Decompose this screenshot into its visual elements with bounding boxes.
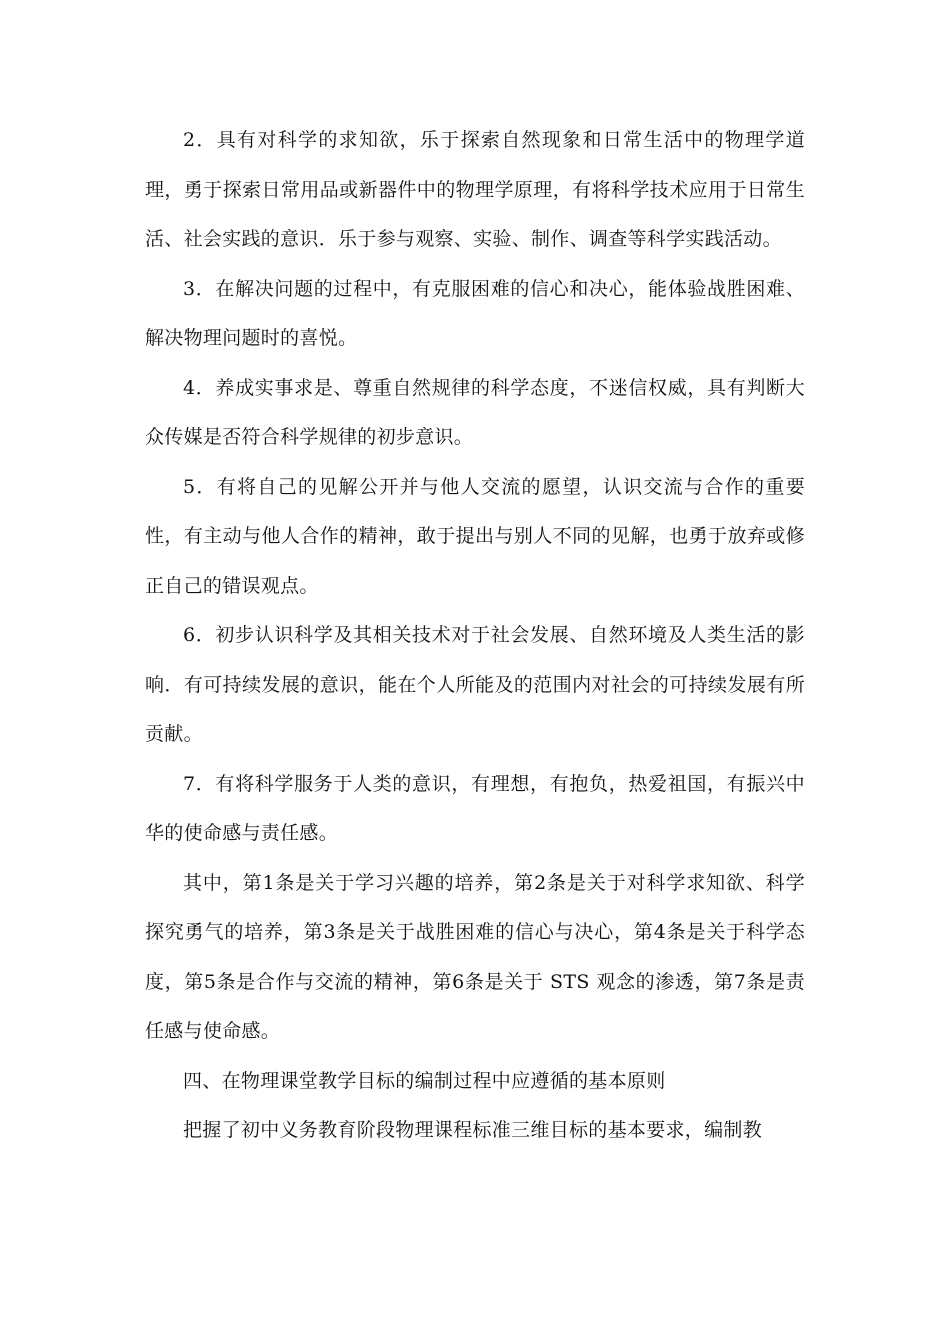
paragraph-summary: 其中，第1条是关于学习兴趣的培养，第2条是关于对科学求知欲、科学探究勇气的培养，第3条是关于战胜困难的信心与决心，第4条是关于科学态度，第5条是合作与交流的精神，第6条是关于 STS 观念的渗透，第7条是责任感与使命感。 <box>145 871 805 1042</box>
paragraph-item-5: 5．有将自己的见解公开并与他人交流的愿望，认识交流与合作的重要性，有主动与他人合作的精神，敢于提出与别人不同的见解，也勇于放弃或修正自己的错误观点。 <box>145 475 805 597</box>
paragraph-item-7: 7．有将科学服务于人类的意识，有理想，有抱负，热爱祖国，有振兴中华的使命感与责任感。 <box>145 772 805 844</box>
paragraph-continuation: 把握了初中义务教育阶段物理课程标准三维目标的基本要求，编制教 <box>183 1119 763 1141</box>
paragraph-item-2: 2．具有对科学的求知欲，乐于探索自然现象和日常生活中的物理学道理，勇于探索日常用品或新器件中的物理学原理，有将科学技术应用于日常生活、社会实践的意识．乐于参与观察、实验、制作、调查等科学实践活动。 <box>145 129 805 250</box>
section-heading: 四、在物理课堂教学目标的编制过程中应遵循的基本原则 <box>183 1069 666 1092</box>
paragraph-item-3: 3．在解决问题的过程中，有克服困难的信心和决心，能体验战胜困难、解决物理问题时的喜悦。 <box>145 277 805 349</box>
paragraph-item-6: 6．初步认识科学及其相关技术对于社会发展、自然环境及人类生活的影响．有可持续发展的意识，能在个人所能及的范围内对社会的可持续发展有所贡献。 <box>145 624 805 745</box>
paragraph-item-4: 4．养成实事求是、尊重自然规律的科学态度，不迷信权威，具有判断大众传媒是否符合科学规律的初步意识。 <box>145 376 805 448</box>
document-body <box>145 116 805 1156</box>
